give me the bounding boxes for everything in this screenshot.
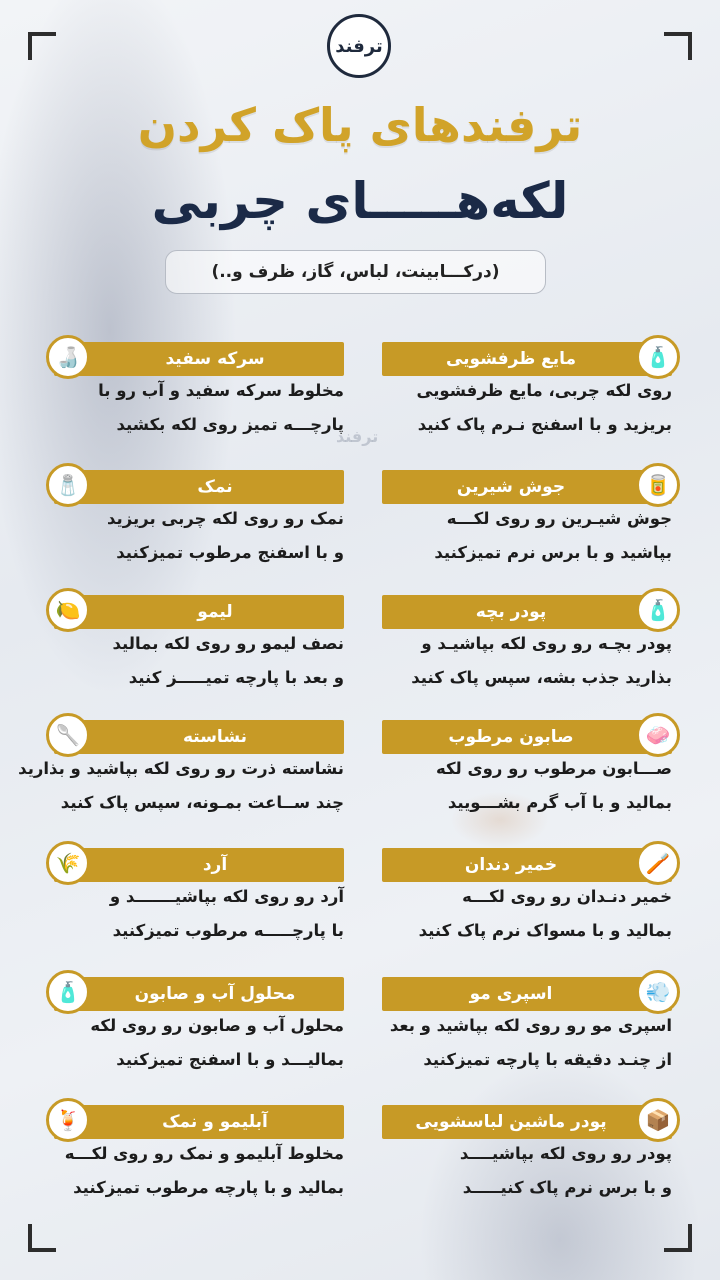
tip-card bbox=[382, 588, 672, 706]
dish-soap-icon: 🧴 bbox=[636, 335, 680, 379]
tip-text-line2: از چنـد دقیقه با پارچه تمیزکنید bbox=[423, 1050, 672, 1069]
tip-text-line1: روی لکه چربی، مایع ظرفشویی bbox=[416, 381, 672, 400]
tip-title: پودر بچه bbox=[475, 602, 547, 622]
wet-soap-icon: 🧼 bbox=[636, 713, 680, 757]
lemon-icon: 🍋 bbox=[46, 588, 90, 632]
tip-card bbox=[382, 1098, 672, 1216]
tip-title: خمیر دندان bbox=[464, 855, 558, 875]
baby-powder-icon: 🧴 bbox=[636, 588, 680, 632]
tip-text-line2: بمالید و با پارچه مرطوب تمیزکنید bbox=[73, 1178, 344, 1197]
tip-title: آرد bbox=[202, 855, 228, 875]
tip-title: صابون مرطوب bbox=[448, 727, 574, 747]
tip-title: سرکه سفید bbox=[165, 349, 265, 369]
tip-text-line2: بمالید و با مسواک نرم پاک کنید bbox=[418, 921, 672, 940]
tip-text-line2: بمالیـــد و با اسفنج تمیزکنید bbox=[116, 1050, 344, 1069]
tip-card bbox=[54, 335, 344, 453]
tip-title: جوش شیرین bbox=[456, 477, 566, 497]
tip-text-line1: اسپری مو رو روی لکه بپاشید و بعد bbox=[389, 1016, 672, 1035]
page-title-line1: ترفندهای پاک کردن bbox=[137, 98, 583, 152]
tip-text-line2: پارچـــه تمیز روی لکه بکشید bbox=[116, 415, 344, 434]
tip-card bbox=[54, 970, 344, 1088]
frame-corner-bottom-right bbox=[664, 1224, 692, 1252]
flour-sack-icon: 🌾 bbox=[46, 841, 90, 885]
vinegar-bottle-icon: 🍶 bbox=[46, 335, 90, 379]
tip-text-line1: صـــابون مرطوب رو روی لکه bbox=[435, 759, 672, 778]
tip-text-line1: نمک رو روی لکه چربی بریزید bbox=[107, 509, 344, 528]
hair-spray-icon: 💨 bbox=[636, 970, 680, 1014]
tip-card bbox=[54, 841, 344, 959]
tip-text-line2: با پارچـــــه مرطوب تمیزکنید bbox=[112, 921, 344, 940]
toothpaste-icon: 🪥 bbox=[636, 841, 680, 885]
brand-logo: ترفند bbox=[327, 14, 391, 78]
tip-text-line1: مخلوط سرکه سفید و آب رو با bbox=[98, 381, 344, 400]
tip-card bbox=[382, 463, 672, 581]
tip-card bbox=[382, 335, 672, 453]
tip-text-line1: خمیر دنـدان رو روی لکـــه bbox=[462, 887, 672, 906]
tip-title: محلول آب و صابون bbox=[134, 984, 296, 1004]
soap-dispenser-icon: 🧴 bbox=[46, 970, 90, 1014]
tip-card bbox=[382, 970, 672, 1088]
tip-card bbox=[382, 713, 672, 831]
tip-card bbox=[54, 588, 344, 706]
tip-text-line1: نشاسته ذرت رو روی لکه بپاشید و بذارید bbox=[18, 759, 344, 778]
tip-title: نشاسته bbox=[182, 727, 248, 747]
watermark: ترفند bbox=[336, 427, 379, 446]
tip-text-line1: مخلوط آبلیمو و نمک رو روی لکـــه bbox=[64, 1144, 344, 1163]
detergent-box-icon: 📦 bbox=[636, 1098, 680, 1142]
tip-title: مایع ظرفشویی bbox=[445, 349, 577, 369]
tip-card bbox=[382, 841, 672, 959]
tip-text-line2: بمالید و با آب گرم بشـــویید bbox=[447, 793, 672, 812]
tip-text-line1: جوش شیـرین رو روی لکـــه bbox=[446, 509, 672, 528]
tip-card bbox=[54, 463, 344, 581]
tip-text-line1: آرد رو روی لکه بپاشیـــــــد و bbox=[109, 887, 344, 906]
frame-corner-top-left bbox=[28, 32, 56, 60]
tip-title: آبلیمو و نمک bbox=[162, 1112, 268, 1132]
tip-title: پودر ماشین لباسشویی bbox=[415, 1112, 607, 1132]
page-title-line2: لکه‌هـــــای چربی bbox=[151, 172, 569, 230]
tip-title: نمک bbox=[197, 477, 233, 497]
tip-text-line1: نصف لیمو رو روی لکه بمالید bbox=[112, 634, 344, 653]
starch-icon: 🥄 bbox=[46, 713, 90, 757]
frame-corner-top-right bbox=[664, 32, 692, 60]
lemon-juice-icon: 🍹 bbox=[46, 1098, 90, 1142]
tip-title: لیمو bbox=[197, 602, 233, 622]
tip-card bbox=[18, 713, 344, 831]
tip-text-line2: و با برس نرم پاک کنیـــــد bbox=[462, 1178, 672, 1197]
tip-title: اسپری مو bbox=[469, 984, 553, 1004]
frame-corner-bottom-left bbox=[28, 1224, 56, 1252]
tip-text-line2: بریزید و با اسفنج نـرم پاک کنید bbox=[417, 415, 672, 434]
subtitle-badge: (درکـــابینت، لباس، گاز، ظرف و..) bbox=[165, 250, 546, 294]
tip-text-line1: پودر رو روی لکه بپاشیــــد bbox=[459, 1144, 672, 1163]
tip-text-line1: محلول آب و صابون رو روی لکه bbox=[90, 1016, 344, 1035]
tip-text-line1: پودر بچـه رو روی لکه بپاشیـد و bbox=[421, 634, 672, 653]
tip-text-line2: بذارید جذب بشه، سپس پاک کنید bbox=[411, 668, 672, 687]
tip-text-line2: چند ســاعت بمـونه، سپس پاک کنید bbox=[60, 793, 344, 812]
baking-soda-icon: 🥫 bbox=[636, 463, 680, 507]
tip-text-line2: و بعد با پارچه تمیـــــز کنید bbox=[128, 668, 344, 687]
salt-bowl-icon: 🧂 bbox=[46, 463, 90, 507]
tip-text-line2: و با اسفنج مرطوب تمیزکنید bbox=[116, 543, 344, 562]
tip-card bbox=[54, 1098, 344, 1216]
tip-text-line2: بپاشید و با برس نرم تمیزکنید bbox=[434, 543, 672, 562]
